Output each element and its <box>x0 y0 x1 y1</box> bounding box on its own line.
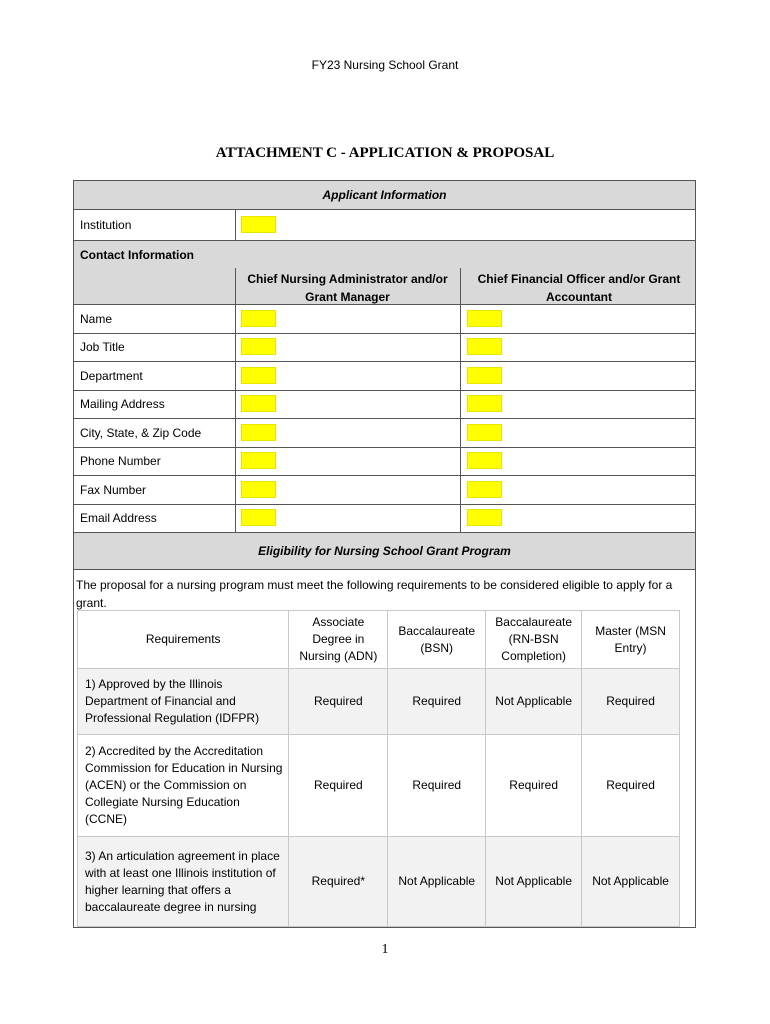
page-header: FY23 Nursing School Grant <box>311 58 459 72</box>
divider <box>74 447 695 448</box>
divider <box>235 210 236 241</box>
finance-name-field[interactable] <box>467 310 502 327</box>
applicant-info-heading: Applicant Information <box>74 180 695 210</box>
field-label-email: Email Address <box>80 511 157 525</box>
msn-value: Required <box>582 669 680 735</box>
finance-phone-field[interactable] <box>467 452 502 469</box>
divider <box>460 305 461 533</box>
divider <box>74 504 695 505</box>
divider <box>74 333 695 334</box>
admin-column-header: Chief Nursing Administrator and/or Grant Manager <box>247 272 448 304</box>
finance-department-field[interactable] <box>467 367 502 384</box>
bsn-value: Required <box>388 669 486 735</box>
divider <box>74 475 695 476</box>
admin-mailing-address-field[interactable] <box>241 395 276 412</box>
col-header-adn: Associate Degree in Nursing (ADN) <box>289 611 388 669</box>
divider <box>74 390 695 391</box>
bsn-value: Required <box>388 735 486 837</box>
adn-value: Required <box>289 735 388 837</box>
table-header-row <box>78 611 680 669</box>
field-label-city-state-zip: City, State, & Zip Code <box>80 426 202 440</box>
finance-mailing-address-field[interactable] <box>467 395 502 412</box>
admin-name-field[interactable] <box>241 310 276 327</box>
divider <box>74 304 695 305</box>
requirements-table <box>77 610 680 927</box>
field-label-phone: Phone Number <box>80 454 161 468</box>
divider <box>74 418 695 419</box>
col-header-bsn: Baccalaureate (BSN) <box>388 611 486 669</box>
field-label-fax: Fax Number <box>80 483 147 497</box>
col-header-rn-bsn: Baccalaureate (RN-BSN Completion) <box>486 611 582 669</box>
msn-value: Required <box>582 735 680 837</box>
divider <box>235 268 236 305</box>
table-row <box>78 837 680 927</box>
finance-fax-field[interactable] <box>467 481 502 498</box>
finance-email-field[interactable] <box>467 509 502 526</box>
divider <box>235 305 236 533</box>
rn-bsn-value: Not Applicable <box>486 669 582 735</box>
rn-bsn-value: Not Applicable <box>486 837 582 927</box>
institution-field[interactable] <box>241 216 276 233</box>
adn-value: Required* <box>289 837 388 927</box>
adn-value: Required <box>289 669 388 735</box>
divider <box>460 268 461 305</box>
finance-job-title-field[interactable] <box>467 338 502 355</box>
admin-city-state-zip-field[interactable] <box>241 424 276 441</box>
admin-fax-field[interactable] <box>241 481 276 498</box>
field-label-department: Department <box>80 369 143 383</box>
page-title: ATTACHMENT C - APPLICATION & PROPOSAL <box>215 145 555 161</box>
bsn-value: Not Applicable <box>388 837 486 927</box>
admin-department-field[interactable] <box>241 367 276 384</box>
table-row <box>78 735 680 837</box>
divider <box>74 361 695 362</box>
field-label-mailing-address: Mailing Address <box>80 397 165 411</box>
msn-value: Not Applicable <box>582 837 680 927</box>
requirement-text: 2) Accredited by the Accreditation Commission for Education in Nursing (ACEN) or the Commission on Collegiate Nursing Education (CCNE) <box>78 735 289 837</box>
col-header-msn: Master (MSN Entry) <box>582 611 680 669</box>
rn-bsn-value: Required <box>486 735 582 837</box>
finance-city-state-zip-field[interactable] <box>467 424 502 441</box>
field-label-name: Name <box>80 312 113 326</box>
eligibility-intro: The proposal for a nursing program must meet the following requirements to be considered eligible to apply for a grant. <box>76 578 673 610</box>
contact-info-heading: Contact Information <box>80 248 194 262</box>
admin-email-field[interactable] <box>241 509 276 526</box>
requirement-text: 3) An articulation agreement in place with at least one Illinois institution of higher learning that offers a baccalaureate degree in nursing <box>78 837 289 927</box>
requirement-text: 1) Approved by the Illinois Department of Financial and Professional Regulation (IDFPR) <box>78 669 289 735</box>
admin-phone-field[interactable] <box>241 452 276 469</box>
admin-job-title-field[interactable] <box>241 338 276 355</box>
finance-column-header: Chief Financial Officer and/or Grant Accountant <box>477 272 681 304</box>
table-row <box>78 669 680 735</box>
eligibility-heading: Eligibility for Nursing School Grant Program <box>74 532 695 570</box>
field-label-job-title: Job Title <box>80 340 125 354</box>
col-header-requirements: Requirements <box>78 611 289 669</box>
institution-label: Institution <box>80 218 132 232</box>
page-number: 1 <box>381 942 389 957</box>
